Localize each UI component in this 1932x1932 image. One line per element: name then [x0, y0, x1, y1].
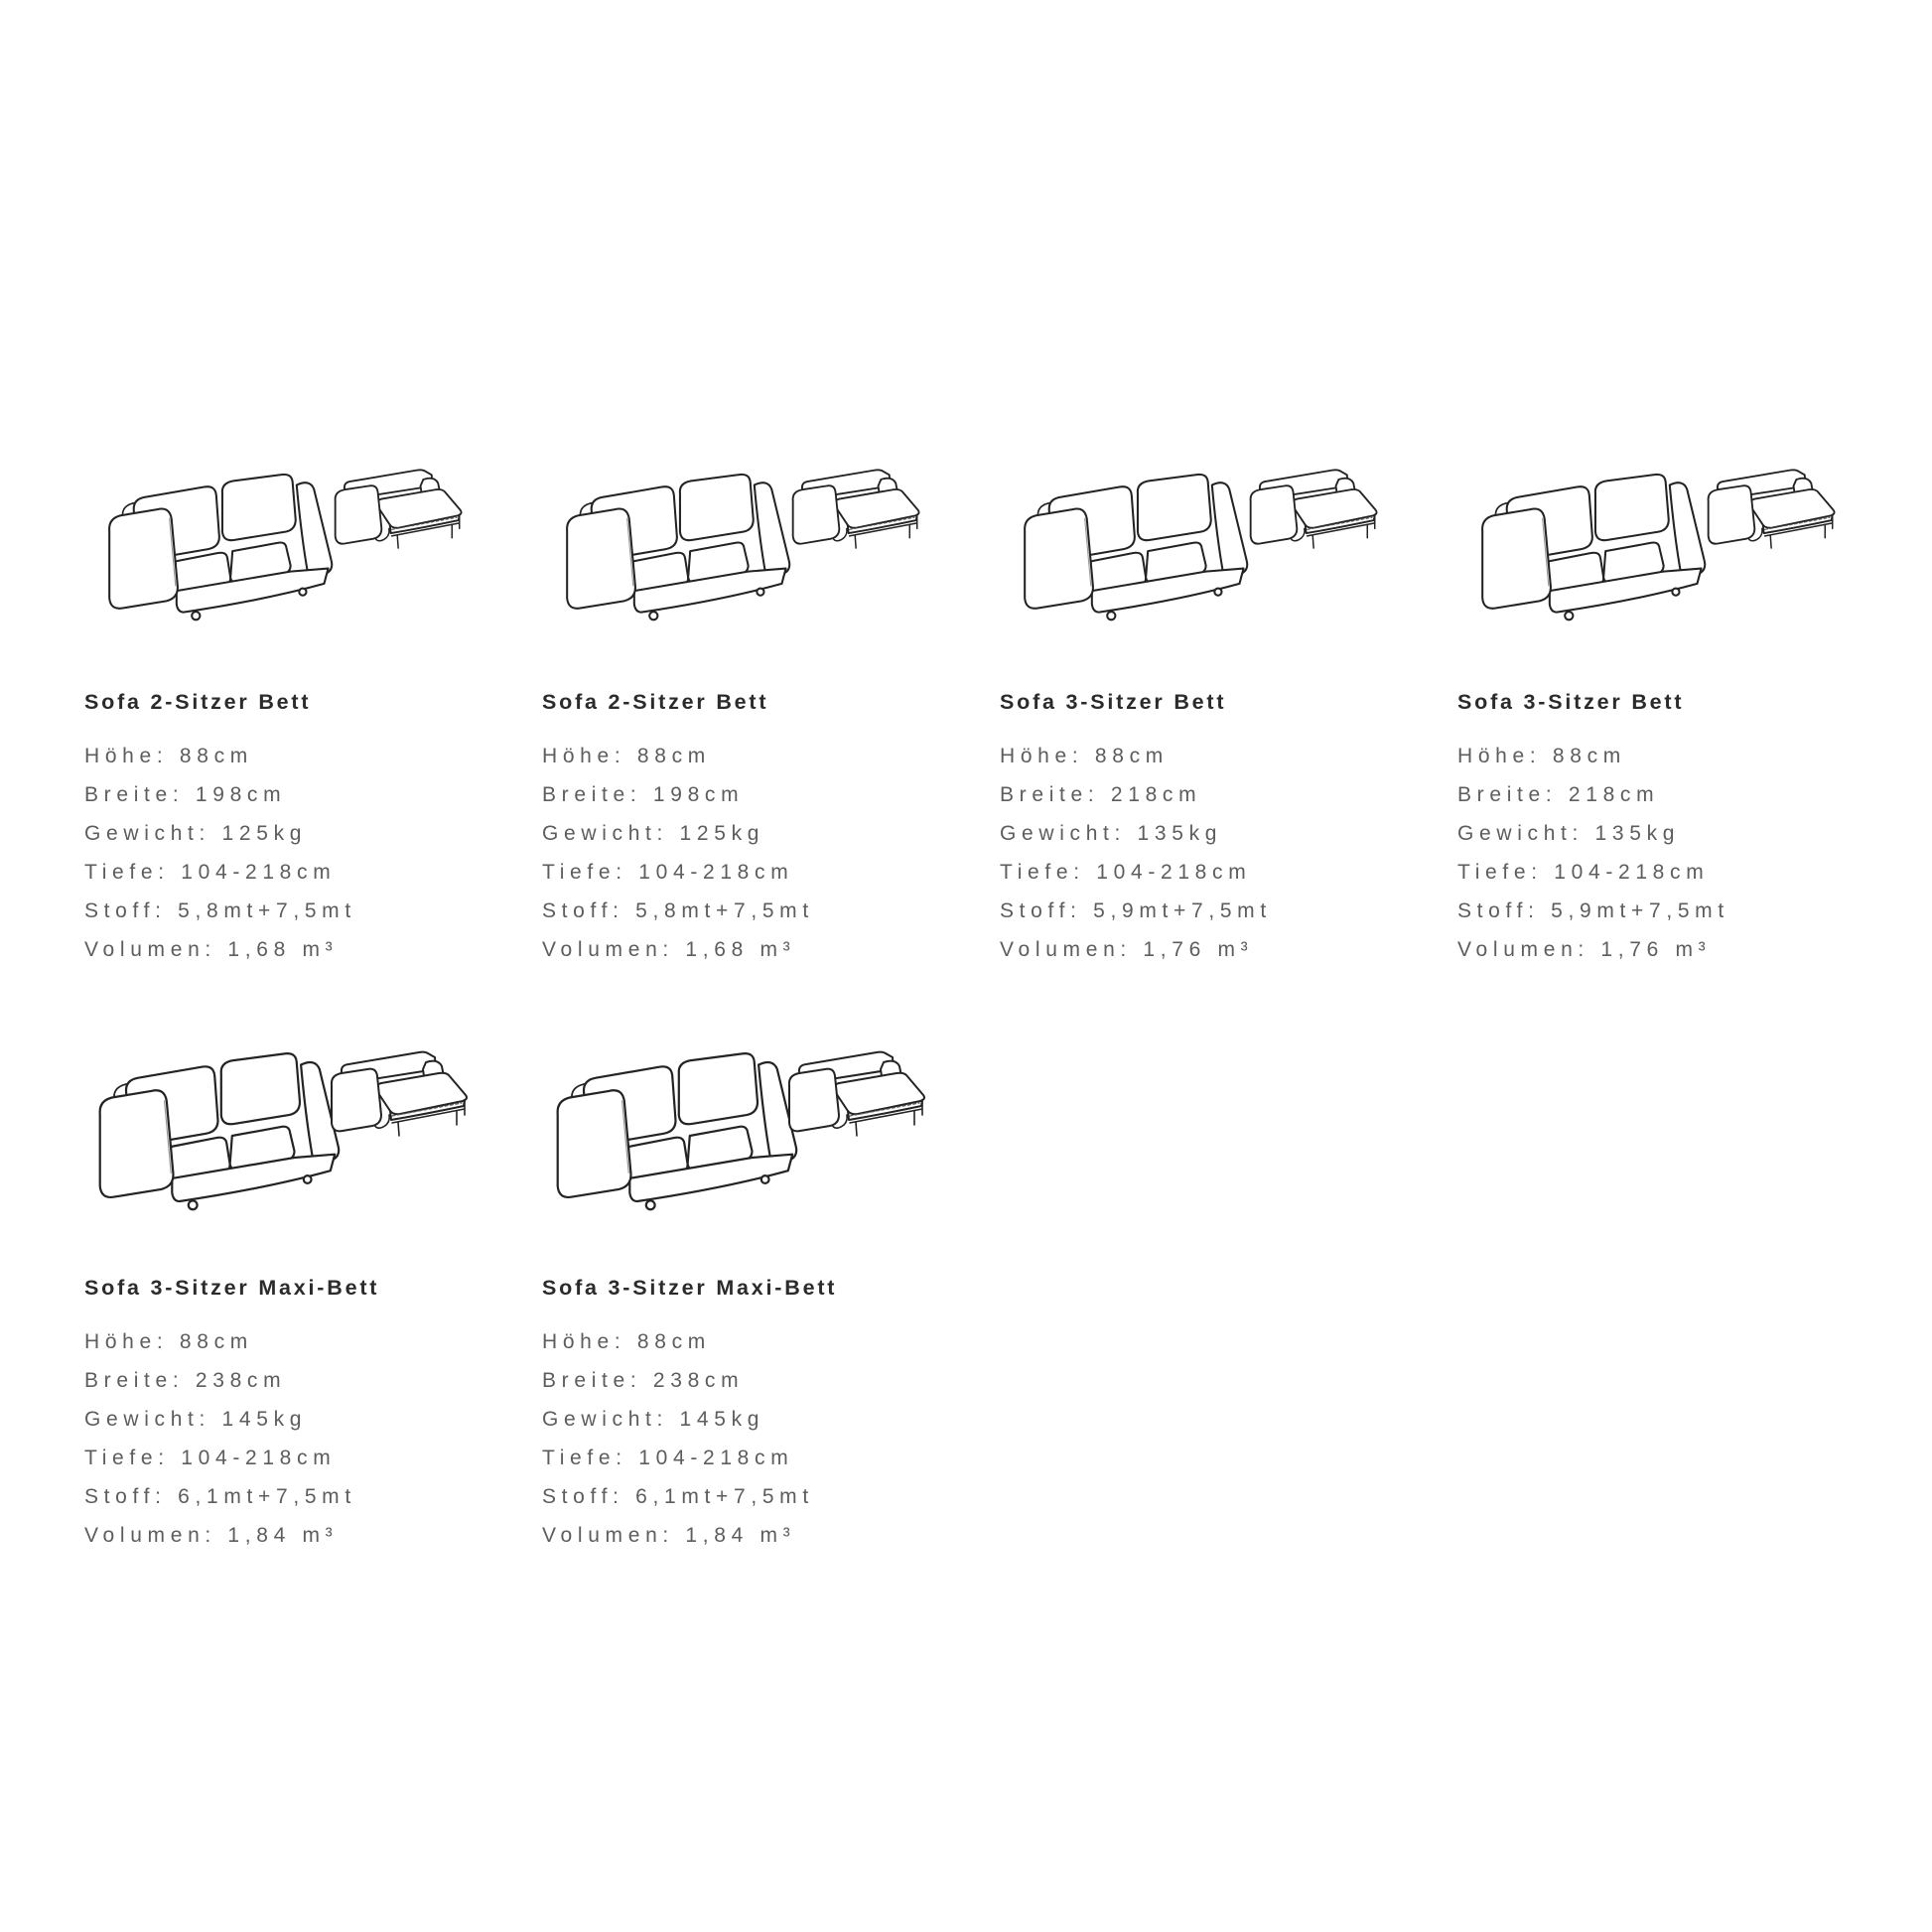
spec-hoehe: Höhe: 88cm [1000, 745, 1169, 767]
sofa-closed-icon [1475, 470, 1720, 622]
product-illustrations [542, 1047, 914, 1206]
sofa-closed-icon [1018, 470, 1262, 622]
product-row-bottom [84, 1047, 914, 1555]
spec-gewicht: Gewicht: 135kg [1000, 822, 1223, 845]
product-specs [84, 737, 457, 969]
spec-stoff: Stoff: 5,9mt+7,5mt [1457, 899, 1729, 922]
spec-gewicht: Gewicht: 125kg [542, 822, 765, 845]
spec-volumen: Volumen: 1,84 m³ [84, 1524, 339, 1547]
product-specs [1457, 737, 1830, 969]
product-card [84, 1047, 457, 1555]
spec-gewicht: Gewicht: 145kg [542, 1408, 765, 1431]
sofa-bed-open-icon [784, 1045, 933, 1153]
spec-tiefe: Tiefe: 104-218cm [84, 861, 337, 884]
spec-gewicht: Gewicht: 125kg [84, 822, 308, 845]
spec-breite: Breite: 238cm [542, 1369, 745, 1392]
product-title: Sofa 3-Sitzer Bett [1457, 690, 1685, 714]
product-title: Sofa 2-Sitzer Bett [542, 690, 769, 714]
spec-tiefe: Tiefe: 104-218cm [542, 1447, 794, 1469]
product-specs [1000, 737, 1372, 969]
spec-hoehe: Höhe: 88cm [84, 745, 253, 767]
sofa-closed-icon [92, 1048, 354, 1212]
sofa-bed-open-icon [331, 464, 470, 564]
spec-volumen: Volumen: 1,76 m³ [1000, 938, 1254, 961]
spec-breite: Breite: 218cm [1000, 783, 1202, 806]
sofa-bed-open-icon [1246, 464, 1385, 564]
spec-tiefe: Tiefe: 104-218cm [542, 861, 794, 884]
spec-volumen: Volumen: 1,68 m³ [542, 938, 796, 961]
spec-breite: Breite: 198cm [542, 783, 745, 806]
spec-tiefe: Tiefe: 104-218cm [84, 1447, 337, 1469]
spec-gewicht: Gewicht: 135kg [1457, 822, 1681, 845]
product-specs [542, 737, 914, 969]
sofa-bed-open-icon [788, 464, 927, 564]
spec-volumen: Volumen: 1,84 m³ [542, 1524, 796, 1547]
product-title: Sofa 2-Sitzer Bett [84, 690, 312, 714]
product-card [1000, 462, 1372, 969]
spec-volumen: Volumen: 1,68 m³ [84, 938, 339, 961]
spec-stoff: Stoff: 6,1mt+7,5mt [84, 1485, 356, 1508]
product-card [542, 1047, 914, 1555]
product-row-top [84, 462, 1830, 969]
spec-hoehe: Höhe: 88cm [542, 1330, 711, 1353]
spec-stoff: Stoff: 5,8mt+7,5mt [84, 899, 356, 922]
product-illustrations [1000, 462, 1372, 621]
product-card [542, 462, 914, 969]
product-illustrations [1457, 462, 1830, 621]
sofa-closed-icon [550, 1048, 812, 1212]
sofa-closed-icon [560, 470, 804, 622]
product-illustrations [84, 1047, 457, 1206]
spec-volumen: Volumen: 1,76 m³ [1457, 938, 1712, 961]
spec-stoff: Stoff: 5,9mt+7,5mt [1000, 899, 1272, 922]
product-title: Sofa 3-Sitzer Maxi-Bett [542, 1276, 838, 1300]
sofa-bed-open-icon [1704, 464, 1843, 564]
spec-stoff: Stoff: 5,8mt+7,5mt [542, 899, 814, 922]
product-title: Sofa 3-Sitzer Bett [1000, 690, 1227, 714]
spec-hoehe: Höhe: 88cm [542, 745, 711, 767]
product-specs [84, 1322, 457, 1555]
product-illustrations [542, 462, 914, 621]
product-specs [542, 1322, 914, 1555]
spec-breite: Breite: 238cm [84, 1369, 287, 1392]
product-illustrations [84, 462, 457, 621]
spec-hoehe: Höhe: 88cm [1457, 745, 1626, 767]
spec-tiefe: Tiefe: 104-218cm [1457, 861, 1710, 884]
spec-gewicht: Gewicht: 145kg [84, 1408, 308, 1431]
spec-stoff: Stoff: 6,1mt+7,5mt [542, 1485, 814, 1508]
product-title: Sofa 3-Sitzer Maxi-Bett [84, 1276, 380, 1300]
sofa-closed-icon [102, 470, 346, 622]
spec-breite: Breite: 218cm [1457, 783, 1660, 806]
spec-breite: Breite: 198cm [84, 783, 287, 806]
spec-tiefe: Tiefe: 104-218cm [1000, 861, 1252, 884]
product-card [1457, 462, 1830, 969]
spec-hoehe: Höhe: 88cm [84, 1330, 253, 1353]
product-card [84, 462, 457, 969]
sofa-bed-open-icon [327, 1045, 476, 1153]
